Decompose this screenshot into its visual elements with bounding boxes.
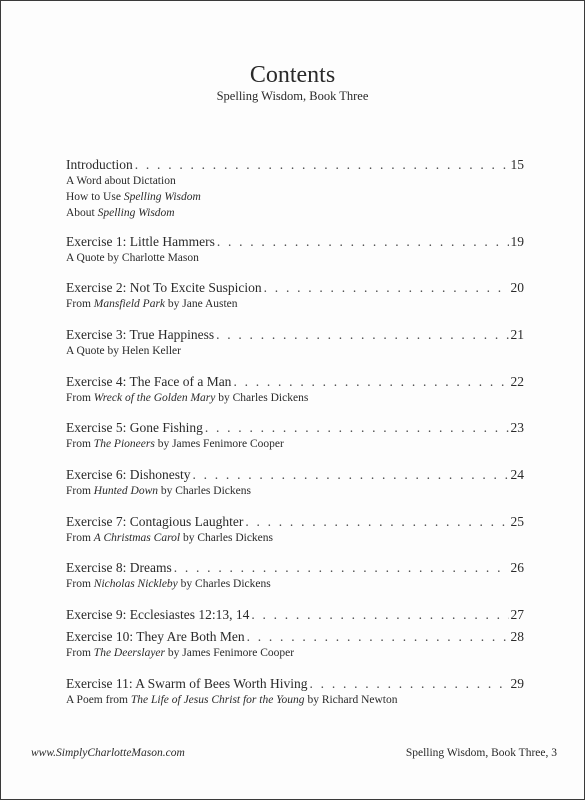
dot-leader: [245, 513, 508, 530]
entry-page-number: 28: [510, 629, 524, 644]
entry-title: Exercise 1: Little Hammers: [66, 234, 215, 249]
entry-title: Exercise 4: The Face of a Man: [66, 374, 232, 389]
toc-entry-introduction: [66, 156, 524, 221]
entry-page-number: 20: [510, 280, 524, 295]
entry-page-number: 23: [510, 420, 524, 435]
dot-leader: [205, 419, 509, 436]
entry-title: Exercise 5: Gone Fishing: [66, 420, 203, 435]
entry-title: Introduction: [66, 157, 133, 172]
toc-entry-exercise-10: [66, 628, 524, 661]
entry-page-number: 29: [510, 676, 524, 691]
toc-entry-exercise-11: [66, 675, 524, 708]
entry-page-number: 22: [510, 374, 524, 389]
entry-title: Exercise 11: A Swarm of Bees Worth Hiving: [66, 676, 308, 691]
dot-leader: [174, 559, 509, 576]
toc-entry-exercise-5: [66, 419, 524, 452]
entry-subline: From The Pioneers by James Fenimore Cooper: [66, 438, 284, 450]
toc-entry-exercise-2: [66, 279, 524, 312]
entry-page-number: 27: [510, 607, 524, 622]
dot-leader: [310, 675, 509, 692]
dot-leader: [251, 606, 508, 623]
toc-entry-exercise-1: [66, 233, 524, 266]
entry-subline: From Wreck of the Golden Mary by Charles Dickens: [66, 392, 309, 404]
footer-website: www.SimplyCharlotteMason.com: [31, 747, 185, 759]
dot-leader: [217, 233, 509, 250]
entry-subline: A Word about Dictation: [66, 175, 176, 187]
toc-entry-exercise-6: [66, 466, 524, 499]
toc-entry-exercise-3: [66, 326, 524, 359]
entry-subline: About Spelling Wisdom: [66, 207, 175, 219]
page-subtitle: Spelling Wisdom, Book Three: [216, 89, 369, 103]
toc-entry-exercise-7: [66, 513, 524, 546]
toc-entry-exercise-9: [66, 606, 524, 623]
dot-leader: [135, 156, 509, 173]
entry-page-number: 19: [510, 234, 524, 249]
entry-title: Exercise 8: Dreams: [66, 560, 172, 575]
dot-leader: [233, 373, 508, 390]
entry-title: Exercise 2: Not To Excite Suspicion: [66, 280, 262, 295]
entry-subline: From The Deerslayer by James Fenimore Cooper: [66, 647, 295, 659]
entry-title: Exercise 9: Ecclesiastes 12:13, 14: [66, 607, 250, 622]
entry-title: Exercise 7: Contagious Laughter: [66, 514, 244, 529]
entry-subline: From Hunted Down by Charles Dickens: [66, 485, 251, 497]
entry-subline: How to Use Spelling Wisdom: [66, 191, 201, 203]
entry-page-number: 24: [510, 467, 524, 482]
toc-entry-exercise-4: [66, 373, 524, 406]
entry-title: Exercise 3: True Happiness: [66, 327, 215, 342]
dot-leader: [192, 466, 508, 483]
entry-page-number: 25: [510, 514, 524, 529]
entry-page-number: 15: [510, 157, 524, 172]
entry-page-number: 26: [510, 560, 524, 575]
page-title: Contents: [249, 62, 336, 88]
entry-subline: A Quote by Helen Keller: [66, 345, 181, 357]
dot-leader: [216, 326, 508, 343]
entry-subline: A Poem from The Life of Jesus Christ for the Young by Richard Newton: [66, 694, 398, 706]
entry-title: Exercise 10: They Are Both Men: [66, 629, 245, 644]
entry-subline: From A Christmas Carol by Charles Dickens: [66, 532, 274, 544]
entry-page-number: 21: [510, 327, 524, 342]
dot-leader: [264, 279, 509, 296]
dot-leader: [247, 628, 509, 645]
entry-title: Exercise 6: Dishonesty: [66, 467, 191, 482]
entry-subline: A Quote by Charlotte Mason: [66, 252, 199, 264]
entry-subline: From Nicholas Nickleby by Charles Dickens: [66, 578, 271, 590]
toc-entry-exercise-8: [66, 559, 524, 592]
entry-subline: From Mansfield Park by Jane Austen: [66, 298, 238, 310]
footer-page-label: Spelling Wisdom, Book Three, 3: [405, 747, 557, 759]
